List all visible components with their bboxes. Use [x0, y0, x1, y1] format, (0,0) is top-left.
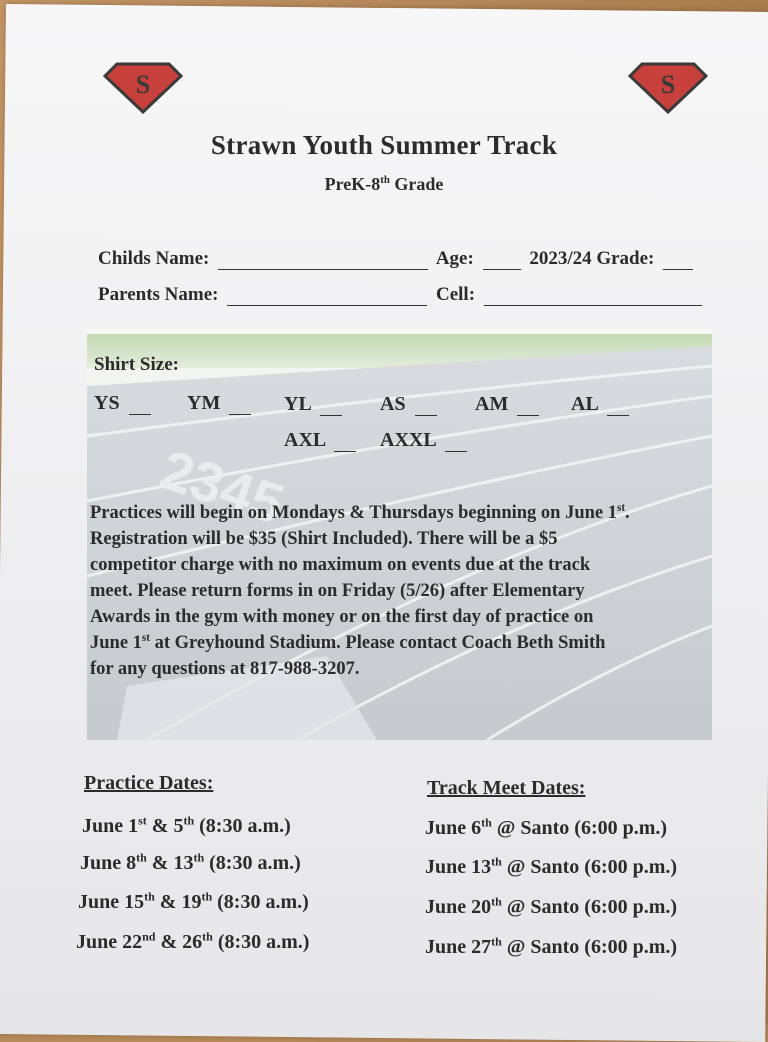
meet-date: June 20th @ Santo (6:00 p.m.) [425, 894, 678, 918]
logo-letter: S [660, 70, 676, 99]
cell-blank[interactable] [484, 287, 702, 306]
shirt-option-yl[interactable]: YL [284, 393, 346, 416]
shirt-option-ys[interactable]: YS [94, 392, 155, 415]
logo-letter: S [135, 70, 151, 99]
age-blank[interactable] [483, 251, 521, 270]
track-meet-dates-heading: Track Meet Dates: [427, 777, 586, 799]
paragraph-line: Practices will begin on Mondays & Thursdays beginning on June 1st. [90, 501, 630, 523]
practice-dates-heading: Practice Dates: [84, 772, 214, 794]
practice-date: June 22nd & 26th (8:30 a.m.) [76, 929, 310, 953]
parent-name-label: Parents Name: [98, 284, 219, 305]
page-subtitle: PreK-8th Grade [324, 174, 444, 194]
practice-date: June 15th & 19th (8:30 a.m.) [78, 889, 309, 913]
child-name-label: Childs Name: [98, 248, 210, 269]
practice-date: June 1st & 5th (8:30 a.m.) [82, 813, 291, 837]
shirt-size-label: Shirt Size: [94, 354, 179, 375]
shirt-option-as[interactable]: AS [380, 393, 441, 416]
shirt-option-axxl[interactable]: AXXL [380, 429, 471, 452]
paragraph-line: Awards in the gym with money or on the first day of practice on [90, 607, 594, 627]
child-name-blank[interactable] [218, 251, 428, 270]
form-row-child [98, 248, 697, 270]
superman-shield-logo-right [628, 62, 708, 114]
shirt-option-ym[interactable]: YM [187, 392, 255, 415]
paragraph-line: for any questions at 817-988-3207. [90, 659, 360, 679]
age-label: Age: [435, 248, 474, 269]
parent-name-blank[interactable] [227, 287, 427, 306]
grade-blank[interactable] [663, 251, 693, 270]
meet-date: June 6th @ Santo (6:00 p.m.) [425, 815, 668, 839]
paragraph-line: meet. Please return forms in on Friday (5/26) after Elementary [90, 581, 585, 601]
grade-label: 2023/24 Grade: [529, 248, 655, 269]
form-row-parent [98, 284, 706, 306]
info-paragraph [90, 500, 730, 682]
paragraph-line: Registration will be $35 (Shirt Included). There will be a $5 [90, 529, 558, 549]
shirt-option-axl[interactable]: AXL [284, 429, 360, 452]
meet-date: June 27th @ Santo (6:00 p.m.) [425, 934, 678, 958]
cell-label: Cell: [435, 284, 476, 305]
superman-shield-logo-left [103, 62, 183, 114]
page-title: Strawn Youth Summer Track [210, 130, 558, 160]
shirt-option-am[interactable]: AM [475, 393, 543, 416]
shirt-option-al[interactable]: AL [571, 393, 633, 416]
paragraph-line: June 1st at Greyhound Stadium. Please contact Coach Beth Smith [90, 631, 606, 653]
paragraph-line: competitor charge with no maximum on events due at the track [90, 555, 591, 575]
track-lane-numbers: 2345 [153, 437, 292, 536]
practice-date: June 8th & 13th (8:30 a.m.) [80, 850, 301, 874]
meet-date: June 13th @ Santo (6:00 p.m.) [425, 854, 678, 878]
